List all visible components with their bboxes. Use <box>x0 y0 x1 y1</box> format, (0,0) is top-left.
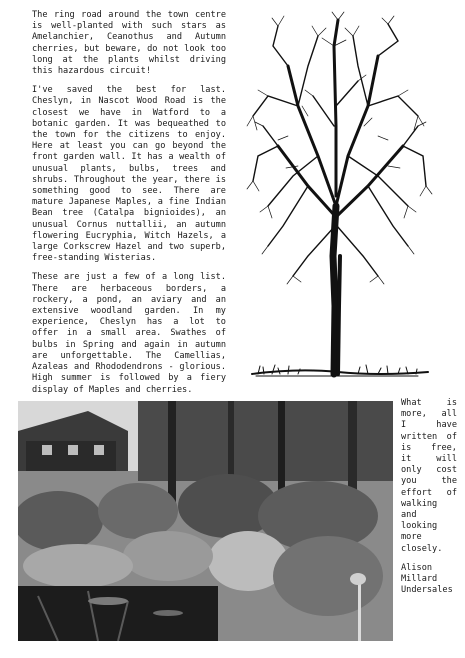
paragraph-cheslyn: I've saved the best for last. Cheslyn, in Nascot Wood Road is the closest we have in Watford to a botanic garden. It was bequeathed to the town for the citizens to enjoy. Here at least you can go beyond the front garden wall. It has a wealth of unusual plants, bulbs, trees and shrubs. Throughout the year, there is something good to see. There are mature Japanese Maples, a fine Indian Bean tree (Catalpa bignioides), an unusual Cornus nuttallii, an autumn flowering Eucryphia, Witch Hazels, a large Corkscrew Hazel and two superb, free-standing Wisterias. <box>32 85 226 264</box>
author-first-name: Alison <box>401 562 433 573</box>
garden-photograph <box>18 401 393 641</box>
closing-paragraph: What is more, all I have written of is free, it will only cost you the effort of walking and looking more closely. <box>401 398 457 554</box>
author-last-name: Millard <box>401 574 438 585</box>
closing-column <box>401 398 457 596</box>
author-affiliation: Undersales <box>401 585 453 596</box>
tree-illustration <box>238 6 438 382</box>
paragraph-long-list: These are just a few of a long list. There are herbaceous borders, a rockery, a pond, an aviary and an extensive woodland garden. In my experience, Cheslyn has a lot to offer in a small area. Swathes of bulbs in Spring and again in autumn are unforgettable. The Camellias, Azaleas and Rhododendrons - glorious. High summer is followed by a fiery display of Maples and cherries. <box>32 272 226 395</box>
author-signature <box>401 563 457 597</box>
article-main-column <box>32 10 226 404</box>
paragraph-ring-road: The ring road around the town centre is well-planted with such stars as Amelanchier, Ceanothus and Autumn cherries, but beware, do not look too long at the plants whilst driving this hazardous circuit! <box>32 10 226 77</box>
